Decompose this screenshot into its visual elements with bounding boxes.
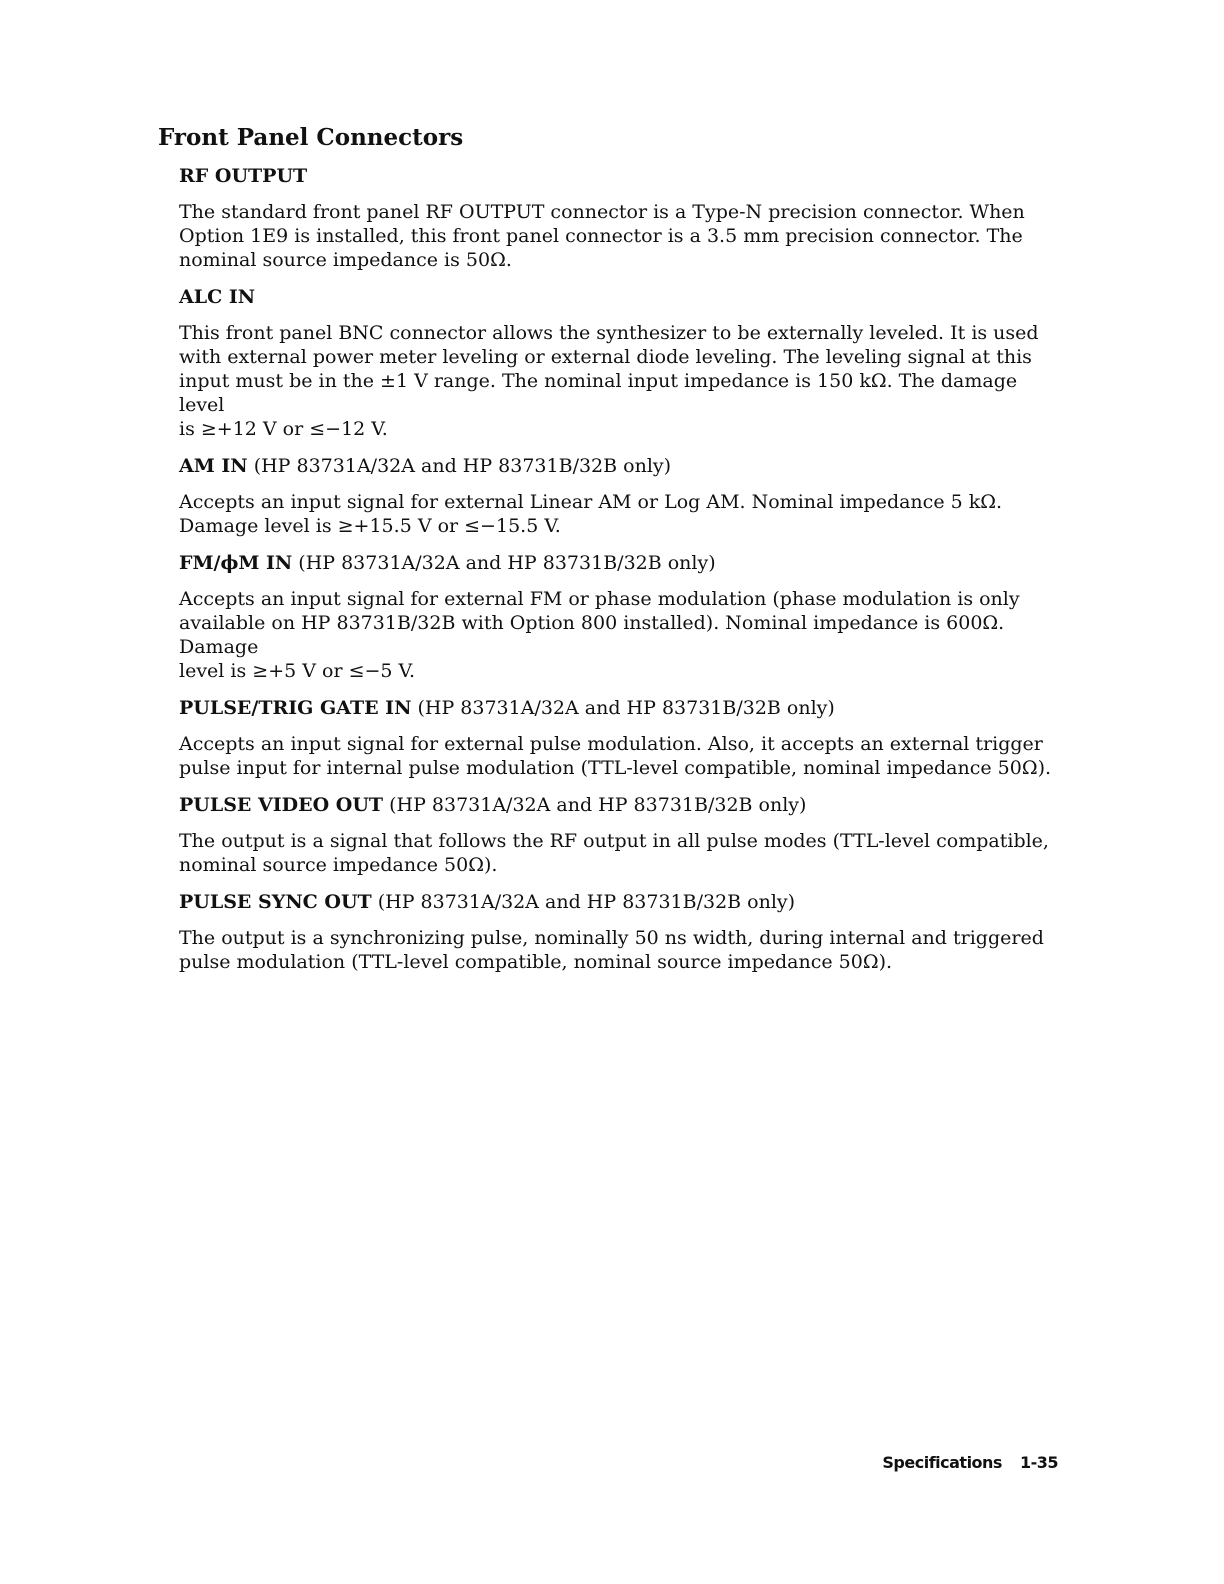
text-line: Accepts an input signal for external Linear AM or Log AM. Nominal impedance 5 kΩ. <box>179 491 1003 513</box>
text-line: Option 1E9 is installed, this front panel connector is a 3.5 mm precision connector. The <box>179 225 1023 247</box>
text-line: Accepts an input signal for external pulse modulation. Also, it accepts an external trigger <box>179 733 1043 755</box>
text-line: This front panel BNC connector allows the synthesizer to be externally leveled. It is used <box>179 322 1039 344</box>
connector-name: AM IN <box>179 455 248 477</box>
section-heading <box>179 890 1059 914</box>
section-heading <box>179 696 1059 720</box>
section-pulse-trig-gate-in <box>179 696 1059 780</box>
text-line: pulse input for internal pulse modulation (TTL-level compatible, nominal impedance 50Ω). <box>179 757 1052 779</box>
text-line: Accepts an input signal for external FM or phase modulation (phase modulation is only <box>179 588 1020 610</box>
section-description <box>179 732 1059 780</box>
text-line: available on HP 83731B/32B with Option 800 installed). Nominal impedance is 600Ω. Damage <box>179 612 1005 658</box>
section-heading <box>179 454 1059 478</box>
connector-qualifier: (HP 83731A/32A and HP 83731B/32B only) <box>383 794 807 816</box>
section-description <box>179 321 1059 441</box>
connector-name: FM/ϕM IN <box>179 552 293 574</box>
page-number: 1-35 <box>1019 1453 1058 1472</box>
section-fm-pm-in <box>179 551 1059 683</box>
text-line: level is ≥+5 V or ≤−5 V. <box>179 660 415 682</box>
section-heading <box>179 793 1059 817</box>
page-footer <box>882 1453 1058 1472</box>
text-line: The output is a synchronizing pulse, nominally 50 ns width, during internal and triggered <box>179 927 1044 949</box>
footer-section-name: Specifications <box>882 1453 1002 1472</box>
connector-list <box>179 164 1059 987</box>
section-heading <box>179 285 1059 309</box>
section-description <box>179 490 1059 538</box>
connector-name: PULSE VIDEO OUT <box>179 794 384 816</box>
connector-name: ALC IN <box>179 286 256 308</box>
text-line: input must be in the ±1 V range. The nominal input impedance is 150 kΩ. The damage level <box>179 370 1018 416</box>
text-line: Damage level is ≥+15.5 V or ≤−15.5 V. <box>179 515 561 537</box>
section-description <box>179 200 1059 272</box>
connector-qualifier: (HP 83731A/32A and HP 83731B/32B only) <box>411 697 835 719</box>
text-line: is ≥+12 V or ≤−12 V. <box>179 418 388 440</box>
section-description <box>179 926 1059 974</box>
connector-name: PULSE SYNC OUT <box>179 891 372 913</box>
connector-name: RF OUTPUT <box>179 165 308 187</box>
section-description <box>179 587 1059 683</box>
connector-qualifier: (HP 83731A/32A and HP 83731B/32B only) <box>292 552 716 574</box>
section-pulse-video-out <box>179 793 1059 877</box>
section-pulse-sync-out <box>179 890 1059 974</box>
page-title: Front Panel Connectors <box>158 124 464 151</box>
section-heading <box>179 164 1059 188</box>
section-alc-in <box>179 285 1059 441</box>
connector-qualifier: (HP 83731A/32A and HP 83731B/32B only) <box>371 891 796 913</box>
text-line: nominal source impedance is 50Ω. <box>179 249 512 271</box>
section-rf-output <box>179 164 1059 272</box>
section-description <box>179 829 1059 877</box>
section-am-in <box>179 454 1059 538</box>
connector-qualifier: (HP 83731A/32A and HP 83731B/32B only) <box>247 455 672 477</box>
section-heading <box>179 551 1059 575</box>
text-line: The standard front panel RF OUTPUT connector is a Type-N precision connector. When <box>179 201 1025 223</box>
text-line: nominal source impedance 50Ω). <box>179 854 498 876</box>
text-line: The output is a signal that follows the RF output in all pulse modes (TTL-level compatible, <box>179 830 1049 852</box>
connector-name: PULSE/TRIG GATE IN <box>179 697 412 719</box>
text-line: pulse modulation (TTL-level compatible, nominal source impedance 50Ω). <box>179 951 893 973</box>
text-line: with external power meter leveling or external diode leveling. The leveling signal at this <box>179 346 1032 368</box>
